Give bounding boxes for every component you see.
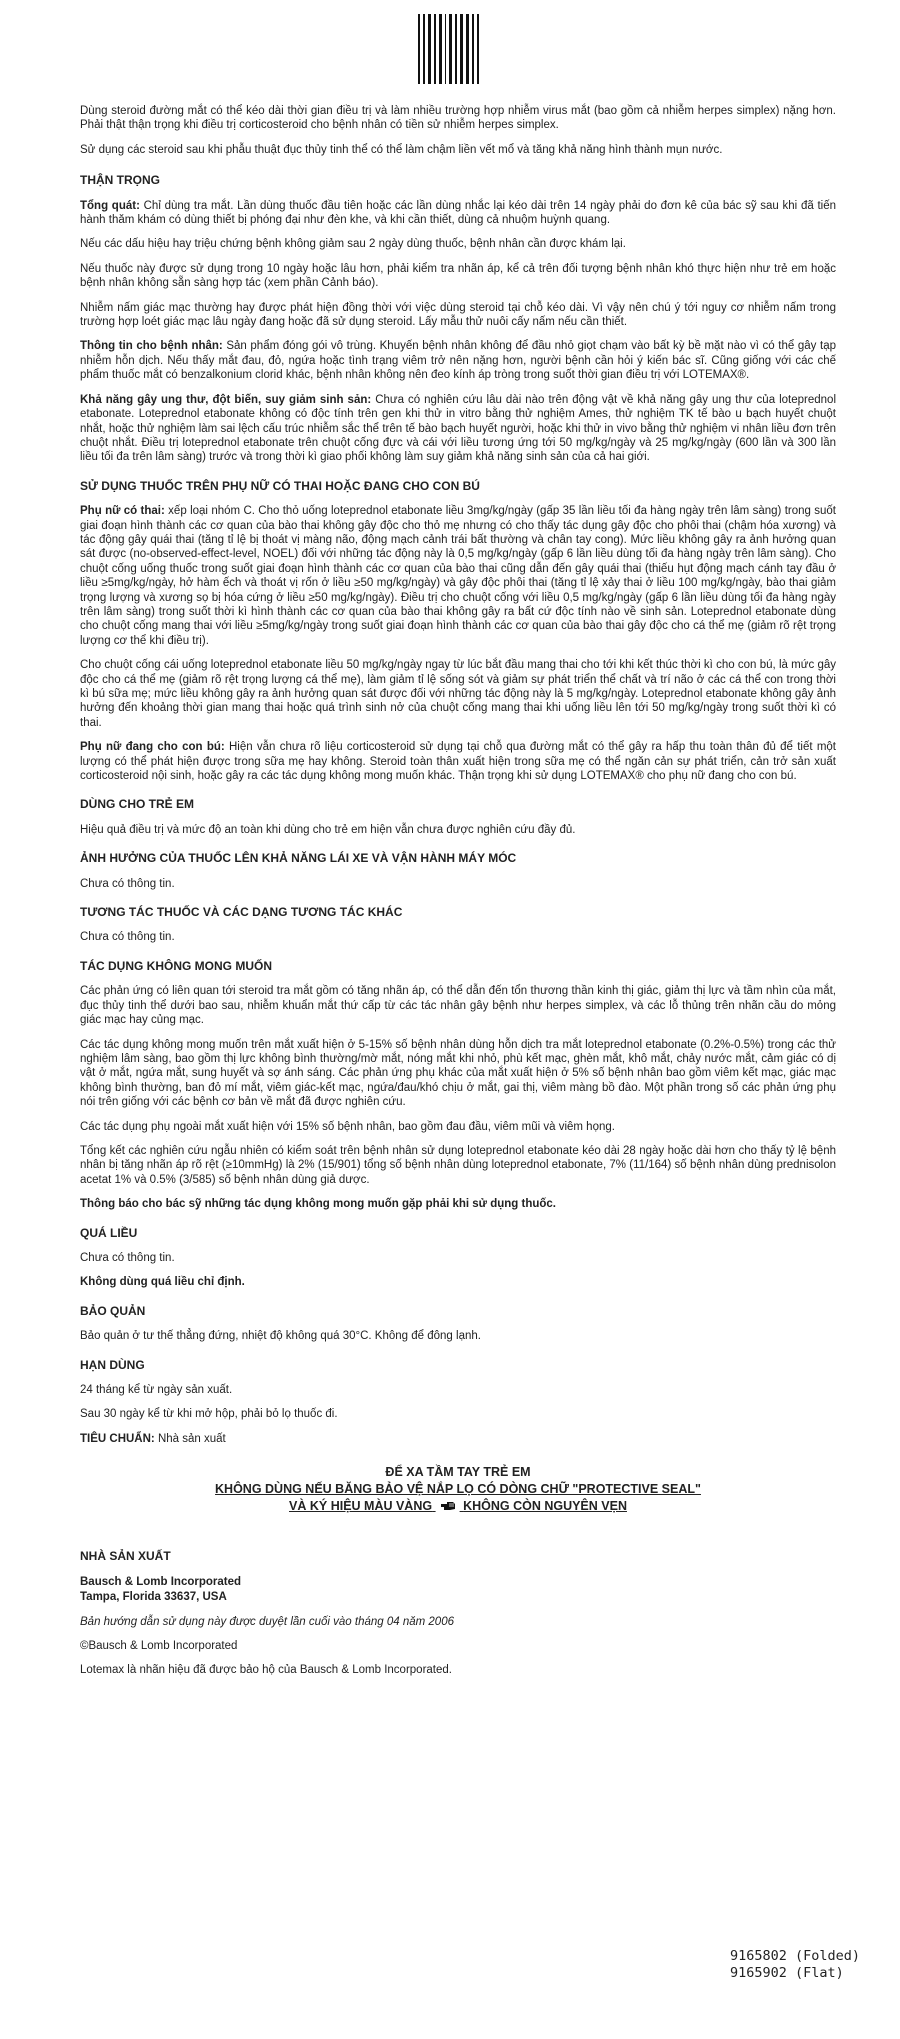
section-heading-qua-lieu: QUÁ LIỀU [80, 1225, 138, 1240]
tong-quat-paragraph [80, 199, 836, 228]
section-heading-lai-xe: ẢNH HƯỞNG CỦA THUỐC LÊN KHẢ NĂNG LÁI XE VÀ VẬN HÀNH MÁY MÓC [80, 851, 517, 866]
manufacturer-address [80, 1575, 836, 1605]
tieu-chuan-lead: TIÊU CHUẨN: [80, 1432, 155, 1445]
manufacturer-block [80, 1549, 836, 1678]
section-heading-tre-em: DÙNG CHO TRẺ EM [80, 797, 194, 812]
document-codes [730, 1948, 860, 1982]
section-heading-han-dung: HẠN DÙNG [80, 1357, 145, 1372]
tieu-chuan-text: Nhà sản xuất [154, 1432, 226, 1445]
intro-paragraph-1: Dùng steroid đường mắt có thể kéo dài thời gian điều trị và làm nhiều trường hợp nhiễm virus mắt (bao gồm cả nhiễm herpes simplex) nặng hơn. Phải thật thận trọng khi điều trị corticosteroid cho bệnh nhân có tiền sử nhiễm herpes simplex. [80, 105, 836, 132]
cho-bu-text: Hiện vẫn chưa rõ liệu corticosteroid sử dụng tại chỗ qua đường mắt có thể gây ra hấp thu toàn thân đủ để tiết một lượng có thể phát hiện được trong sữa mẹ hay không. Steroid toàn thân xuất hiện trong sữa mẹ có thể ngăn cản sự phát triển, cản trở sản xuất corticosteroid nội sinh, hoặc gây ra các tác dụng không mong muốn khác. Thận trọng khi sử dụng LOTEMAX® cho phụ nữ đang cho con bú. [80, 741, 836, 783]
notice-line-3 [80, 1498, 836, 1515]
tong-quat-text: Chỉ dùng tra mắt. Lần dùng thuốc đầu tiên hoặc các lần dùng nhắc lại kéo dài trên 14 ngày phải do đơn kê của bác sỹ sau khi đã tiến hành thăm khám có dùng thiết bị phóng đại như đèn khe, và khi cần thiết, dùng cả nhuộm huỳnh quang. [80, 199, 836, 227]
barcode-graphic [418, 14, 482, 84]
kha-nang-lead: Khả năng gây ung thư, đột biến, suy giảm sinh sản: [80, 393, 372, 406]
section-heading-tuong-tac: TƯƠNG TÁC THUỐC VÀ CÁC DẠNG TƯƠNG TÁC KHÁC [80, 905, 403, 920]
qua-lieu-paragraph-1: Chưa có thông tin. [80, 1251, 175, 1264]
han-dung-paragraph-2: Sau 30 ngày kể từ khi mở hộp, phải bỏ lọ thuốc đi. [80, 1408, 338, 1421]
tac-dung-notice: Thông báo cho bác sỹ những tác dụng không mong muốn gặp phải khi sử dụng thuốc. [80, 1198, 556, 1211]
tong-quat-lead: Tổng quát: [80, 199, 140, 212]
thong-tin-lead: Thông tin cho bệnh nhân: [80, 340, 223, 353]
than-trong-paragraph-3: Nếu thuốc này được sử dụng trong 10 ngày hoặc lâu hơn, phải kiểm tra nhãn áp, kể cả trên đối tượng bệnh nhân khó thực hiện như trẻ em hoặc bệnh nhân không sẵn sàng hợp tác (xem phần Cảnh báo). [80, 262, 836, 290]
tac-dung-paragraph-4: Tổng kết các nghiên cứu ngẫu nhiên có kiểm soát trên bệnh nhân sử dụng loteprednol etabonate kéo dài 28 ngày hoặc dài hơn cho thấy tỷ lệ bệnh nhân bị tăng nhãn áp rõ rệt (≥10mmHg) là 2% (15/901) tổng số bệnh nhân dùng loteprednol etabonate, 7% (11/164) số bệnh nhân dùng prednisolon acetat 1% và 0.5% (3/585) số bệnh nhân dùng giả dược. [80, 1144, 836, 1186]
section-heading-thai: SỬ DỤNG THUỐC TRÊN PHỤ NỮ CÓ THAI HOẶC ĐANG CHO CON BÚ [80, 478, 480, 493]
kha-nang-text: Chưa có nghiên cứu lâu dài nào trên động vật về khả năng gây ung thư của loteprednol etabonate. Loteprednol etabonate không có độc tính trên gen khi thử in vitro bằng thử nghiệm Ames, thử nghiệm TK tế bào u bạch huyết chuột nhắt, hoặc thử nghiệm làm sai lệch cấu trúc nhiễm sắc thể trên tế bào bạch huyết người, hoặc khi thử in vivo bằng thử nghiệm vi nhân liều đơn trên chuột nhắt. Điều trị loteprednol etabonate trên chuột cống đực và cái với liều tương ứng tới 50 mg/kg/ngày và 25 mg/kg/ngày (600 lần và 300 lần liều tối đa trên lâm sàng) trước và trong thời kì giao phối không làm suy giảm khả năng sinh sản của cả hai giới. [80, 393, 837, 464]
tre-em-paragraph: Hiệu quả điều trị và mức độ an toàn khi dùng cho trẻ em hiện vẫn chưa được nghiên cứu đầy đủ. [80, 823, 576, 836]
thai-paragraph-2: Cho chuột cống cái uống loteprednol etabonate liều 50 mg/kg/ngày ngay từ lúc bắt đầu mang thai cho tới khi kết thúc thời kì cho con bú, là mức gây độc cho cá thể mẹ (giảm rõ rệt trọng lượng cá thể mẹ), làm giảm tỉ lệ sống sót và giảm sự phát triển thể chất và trí não ở các cá thể con trong thời kì bú sữa mẹ; mức liều không gây ra ảnh hưởng quan sát được đối với những tác động này là 5 mg/kg/ngày. Loteprednol etabonate không gây ảnh hưởng đến khoảng thời gian mang thai hoặc quá trình sinh nở của chuột cống mang thai khi uống liều lên tới 50 mg/kg/ngày trong suốt thời kì có thai. [80, 659, 836, 729]
co-thai-text: xếp loại nhóm C. Cho thỏ uống loteprednol etabonate liều 3mg/kg/ngày (gấp 35 lần liều tối đa hàng ngày trên lâm sàng) trong suốt giai đoạn hình thành các cơ quan của bào thai không gây độc cho thỏ mẹ nhưng có cho thấy tác dụng gây độc cho phôi thai (chậm hóa xương) và tác động gây quái thai (tăng tỉ lệ bị thoát vị màng não, động mạch cảnh trái bất thường và chân tay cong). Mức liều không gây ra ảnh hưởng quan sát được (no-observed-effect-level, NOEL) đối với những tác động này là 0,5 mg/kg/ngày (gấp 6 lần liều dùng tối đa hàng ngày trên lâm sàng). Cho chuột cống uống thuốc trong suốt giai đoạn hình thành các cơ quan của bào thai cũng dẫn đến gây quái thai (thiếu hụt động mạch cánh tay đầu ở liều ≥5mg/kg/ngày, hở hàm ếch và thoát vị rốn ở liều ≥50 mg/kg/ngày) và gây độc phôi thai (tăng tỉ lệ xảy thai ở liều 100 mg/kg/ngày, bào thai giảm trọng lượng và xương sọ bị hóa cứng ở liều ≥50 mg/kg/ngày). Điều trị cho chuột cống với liều 0,5 mg/kg/ngày (gấp 6 lần liều dùng tối đa hàng ngày trên lâm sàng) trong suốt thời kì hình thành các cơ quan của bào thai không gây ra bất cứ độc tính nào về sinh sản. Loteprednol etabonate dùng cho chuột cống mang thai với liều ≥5mg/kg/ngày trong suốt giai đoạn hình thành các cơ quan của bào thai gây độc cho cá thể mẹ (giảm rõ rệt trọng lượng cơ thể khi điều trị). [80, 505, 836, 647]
manufacturer-city: Tampa, Florida 33637, USA [80, 1590, 227, 1603]
code-folded: 9165802 (Folded) [730, 1948, 861, 1964]
approval-note: Bản hướng dẫn sử dụng này được duyệt lần cuối vào tháng 04 năm 2006 [80, 1615, 454, 1628]
section-heading-than-trong: THẬN TRỌNG [80, 173, 160, 188]
tac-dung-paragraph-2: Các tác dụng không mong muốn trên mắt xuất hiện ở 5-15% số bệnh nhân dùng hỗn dịch tra mắt loteprednol etabonate (0.2%-0.5%) trong các thử nghiệm lâm sàng, bao gồm thị lực không bình thường/mờ mắt, nóng mắt khi nhỏ, phù kết mạc, ghèn mắt, khô mắt, chảy nước mắt, cảm giác có dị vật ở mắt, ngứa mắt, sung huyết và sợ ánh sáng. Các phản ứng phụ khác của mắt xuất hiện ở 5% số bệnh nhân bao gồm viêm kết mạc, giác mạc không bình thường, ban đỏ mí mắt, viêm giác-kết mạc, ngứa/đau/khó chịu ở mắt, gai thị, viêm màng bồ đào. Một phần trong số các phản ứng phụ nói trên giống với các bệnh cơ bản về mắt đã được nghiên cứu. [80, 1038, 836, 1109]
tac-dung-paragraph-3: Các tác dụng phụ ngoài mắt xuất hiện với 15% số bệnh nhân, bao gồm đau đầu, viêm mũi và viêm họng. [80, 1120, 615, 1133]
kha-nang-paragraph [80, 393, 836, 465]
lai-xe-paragraph: Chưa có thông tin. [80, 877, 175, 890]
bao-quan-paragraph: Bảo quản ở tư thế thẳng đứng, nhiệt độ không quá 30°C. Không để đông lạnh. [80, 1330, 481, 1343]
leaflet-body [80, 104, 836, 1688]
pointing-hand-icon [440, 1499, 456, 1511]
tieu-chuan-paragraph [80, 1432, 836, 1446]
cho-bu-paragraph [80, 740, 836, 783]
code-flat: 9165902 (Flat) [730, 1965, 844, 1981]
copyright-line: ©Bausch & Lomb Incorporated [80, 1640, 238, 1653]
section-heading-bao-quan: BẢO QUẢN [80, 1303, 146, 1318]
than-trong-paragraph-2: Nếu các dấu hiệu hay triệu chứng bệnh không giảm sau 2 ngày dùng thuốc, bệnh nhân cần được khám lại. [80, 238, 626, 251]
han-dung-paragraph-1: 24 tháng kể từ ngày sản xuất. [80, 1384, 233, 1396]
tac-dung-paragraph-1: Các phản ứng có liên quan tới steroid tra mắt gồm có tăng nhãn áp, có thể dẫn đến tổn thương thần kinh thị giác, giảm thị lực và tầm nhìn của mắt, đục thủy tinh thể dưới bao sau, nhiễm khuẩn mắt thứ cấp từ các tác nhân gây bệnh như herpes simplex, và các lỗ thủng trên nhãn cầu do mỏng giác mạc hay củng mạc. [80, 985, 836, 1027]
notice-line-2: KHÔNG DÙNG NẾU BĂNG BẢO VỆ NẮP LỌ CÓ DÒNG CHỮ "PROTECTIVE SEAL" [215, 1482, 701, 1497]
notice-line-3a: VÀ KÝ HIỆU MÀU VÀNG [289, 1499, 433, 1514]
warning-notice [80, 1464, 836, 1515]
than-trong-paragraph-4: Nhiễm nấm giác mạc thường hay được phát hiện đồng thời với việc dùng steroid tại chỗ kéo dài. Vì vậy nên chú ý tới nguy cơ nhiễm nấm trong trường hợp loét giác mạc lâu ngày đang hoặc đã sử dụng steroid. Lấy mẫu thử nuôi cấy nấm nếu cần thiết. [80, 301, 836, 329]
notice-line-1: ĐỂ XA TẦM TAY TRẺ EM [385, 1465, 531, 1480]
section-heading-nha-san-xuat: NHÀ SẢN XUẤT [80, 1549, 171, 1564]
qua-lieu-paragraph-2: Không dùng quá liều chỉ định. [80, 1276, 245, 1289]
section-heading-tac-dung: TÁC DỤNG KHÔNG MONG MUỐN [80, 958, 272, 973]
thong-tin-text: Sản phẩm đóng gói vô trùng. Khuyến bệnh nhân không để đầu nhỏ giọt chạm vào bất kỳ bề mặt nào vì có thể gây tạp nhiễm hỗn dịch. Nếu thấy mắt đau, đỏ, ngứa hoặc tình trạng viêm trở nên nặng hơn, người bệnh cần hỏi ý kiến bác sĩ. Cũng giống với các chế phẩm thuốc mắt có benzalkonium clorid khác, bệnh nhân không nên đeo kính áp tròng trong suốt thời gian điều trị với LOTEMAX®. [80, 340, 836, 382]
co-thai-paragraph [80, 504, 836, 648]
co-thai-lead: Phụ nữ có thai: [80, 505, 165, 518]
thong-tin-paragraph [80, 339, 836, 382]
manufacturer-name: Bausch & Lomb Incorporated [80, 1575, 242, 1588]
cho-bu-lead: Phụ nữ đang cho con bú: [80, 741, 225, 754]
intro-paragraph-2: Sử dụng các steroid sau khi phẫu thuật đục thủy tinh thể có thể làm chậm liền vết mổ và tăng khả năng hình thành mụn nước. [80, 143, 723, 156]
notice-line-3b: KHÔNG CÒN NGUYÊN VẸN [463, 1499, 627, 1514]
tuong-tac-paragraph: Chưa có thông tin. [80, 931, 175, 944]
trademark-line: Lotemax là nhãn hiệu đã được bảo hộ của Bausch & Lomb Incorporated. [80, 1664, 452, 1677]
